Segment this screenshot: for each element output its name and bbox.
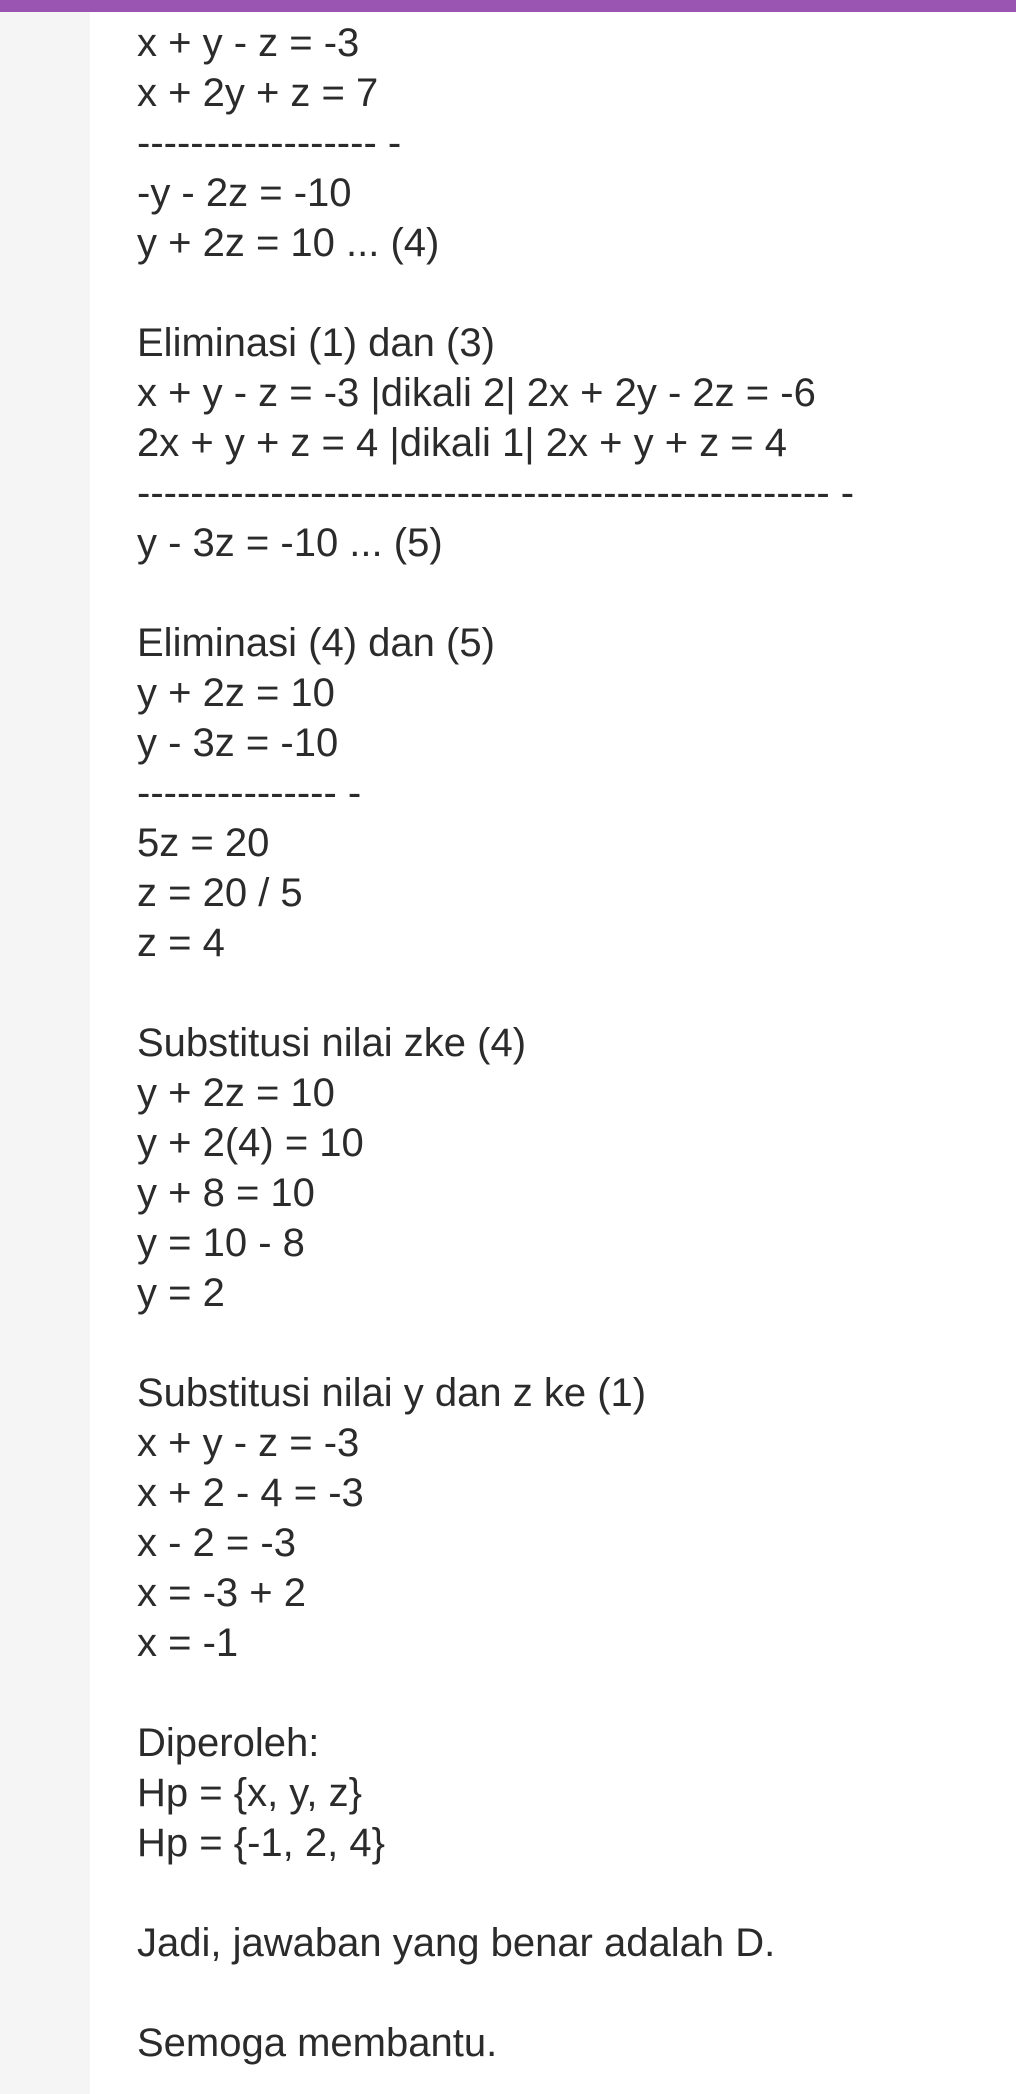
separator-line: ------------------ - [137, 121, 402, 165]
separator-line: ---------------------------------------------------- - [137, 471, 855, 515]
text-line: x - 2 = -3 [137, 1521, 296, 1565]
text-line: 5z = 20 [137, 821, 270, 865]
section-heading: Eliminasi (1) dan (3) [137, 321, 495, 365]
conclusion-line: Jadi, jawaban yang benar adalah D. [137, 1921, 776, 1965]
text-line: x + 2y + z = 7 [137, 71, 379, 115]
text-line: Hp = {x, y, z} [137, 1771, 362, 1815]
section-heading: Substitusi nilai zke (4) [137, 1021, 527, 1065]
text-line: y + 8 = 10 [137, 1171, 315, 1215]
text-line: Hp = {-1, 2, 4} [137, 1821, 385, 1865]
text-line: y - 3z = -10 [137, 721, 339, 765]
section-heading: Eliminasi (4) dan (5) [137, 621, 495, 665]
left-gutter [0, 12, 90, 2094]
text-line: -y - 2z = -10 [137, 171, 352, 215]
section-heading: Substitusi nilai y dan z ke (1) [137, 1371, 647, 1415]
text-line: x = -3 + 2 [137, 1571, 306, 1615]
text-line: y + 2z = 10 ... (4) [137, 221, 440, 265]
text-line: y + 2z = 10 [137, 1071, 335, 1115]
text-line: x = -1 [137, 1621, 239, 1665]
text-line: z = 4 [137, 921, 225, 965]
text-line: z = 20 / 5 [137, 871, 303, 915]
text-line: x + y - z = -3 [137, 1421, 360, 1465]
text-line: y + 2z = 10 [137, 671, 335, 715]
closing-line: Semoga membantu. [137, 2021, 498, 2065]
separator-line: --------------- - [137, 771, 362, 815]
text-line: x + 2 - 4 = -3 [137, 1471, 364, 1515]
text-line: y + 2(4) = 10 [137, 1121, 364, 1165]
text-line: 2x + y + z = 4 |dikali 1| 2x + y + z = 4 [137, 421, 788, 465]
text-line: y = 2 [137, 1271, 225, 1315]
top-accent-bar [0, 0, 1016, 12]
section-heading: Diperoleh: [137, 1721, 320, 1765]
text-line: x + y - z = -3 |dikali 2| 2x + 2y - 2z = -6 [137, 371, 816, 415]
text-line: x + y - z = -3 [137, 21, 360, 65]
text-line: y - 3z = -10 ... (5) [137, 521, 443, 565]
text-line: y = 10 - 8 [137, 1221, 305, 1265]
